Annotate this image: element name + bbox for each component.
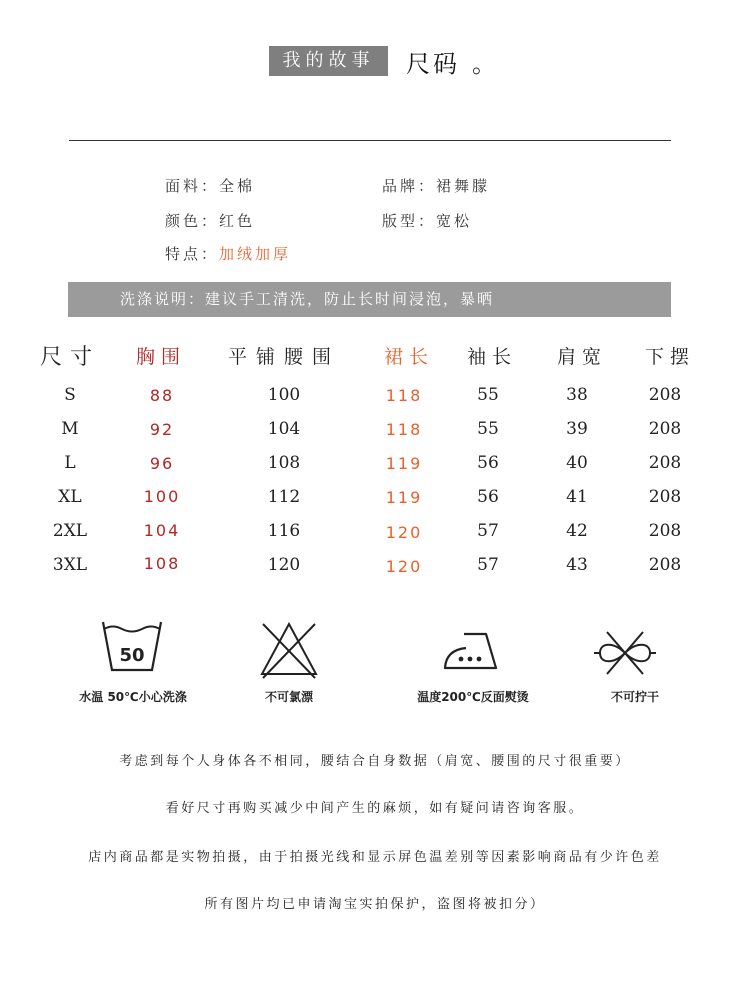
cell-sleeve: 57 <box>477 555 499 575</box>
info-color-label: 颜色： <box>165 212 220 230</box>
cell-length: 118 <box>385 420 423 439</box>
info-color <box>165 210 255 231</box>
cell-size: L <box>64 453 76 473</box>
col-header-size: 尺寸 <box>40 345 101 370</box>
info-fit <box>382 210 472 231</box>
cell-size: S <box>64 385 76 405</box>
cell-length: 120 <box>385 557 423 576</box>
col-header-sleeve: 袖长 <box>467 346 518 368</box>
cell-hem: 208 <box>648 487 682 507</box>
cell-shoulder: 42 <box>566 521 588 541</box>
cell-hem: 208 <box>648 521 682 541</box>
wash-tub-icon <box>100 620 164 676</box>
cell-size: XL <box>58 487 82 507</box>
cell-hem: 208 <box>648 419 682 439</box>
cell-shoulder: 40 <box>566 453 588 473</box>
cell-waist: 116 <box>267 521 301 541</box>
page-title: 尺码 <box>406 50 460 78</box>
cell-shoulder: 38 <box>566 385 588 405</box>
cell-chest: 92 <box>149 420 175 439</box>
iron-icon <box>442 628 504 674</box>
no-bleach-icon <box>258 620 320 680</box>
cell-chest: 108 <box>143 554 181 573</box>
care-label-iron: 温度200℃反面熨烫 <box>417 690 529 704</box>
cell-hem: 208 <box>648 453 682 473</box>
cell-chest: 100 <box>143 487 181 506</box>
col-header-chest: 胸围 <box>136 346 187 368</box>
info-brand-label: 品牌： <box>382 177 437 195</box>
cell-waist: 112 <box>267 487 301 507</box>
info-feature <box>165 243 291 264</box>
cell-waist: 100 <box>267 385 301 405</box>
cell-length: 118 <box>385 386 423 405</box>
col-header-waist: 平铺腰围 <box>228 346 341 368</box>
care-label-no-wring: 不可拧干 <box>610 690 659 704</box>
col-header-hem: 下摆 <box>645 346 696 368</box>
cell-waist: 108 <box>267 453 301 473</box>
cell-length: 119 <box>385 488 423 507</box>
cell-chest: 104 <box>143 521 181 540</box>
cell-shoulder: 43 <box>566 555 588 575</box>
info-fabric <box>165 175 255 196</box>
info-fit-label: 版型： <box>382 212 437 230</box>
cell-chest: 88 <box>149 386 175 405</box>
cell-chest: 96 <box>149 454 175 473</box>
note-line-1: 考虑到每个人身体各不相同，腰结合自身数据（肩宽、腰围的尺寸很重要） <box>119 754 631 769</box>
note-line-2: 看好尺寸再购买减少中间产生的麻烦，如有疑问请咨询客服。 <box>165 801 585 816</box>
wash-instructions-banner: 洗涤说明：建议手工清洗，防止长时间浸泡，暴晒 <box>68 282 671 317</box>
info-color-value: 红色 <box>219 212 256 230</box>
cell-waist: 120 <box>267 555 301 575</box>
info-brand <box>382 175 490 196</box>
cell-length: 119 <box>385 454 423 473</box>
cell-sleeve: 56 <box>477 453 499 473</box>
col-header-shoulder: 肩宽 <box>557 346 608 368</box>
header-divider <box>69 140 671 141</box>
note-line-3: 店内商品都是实物拍摄，由于拍摄光线和显示屏色温差别等因素影响商品有少许色差 <box>88 850 662 865</box>
cell-size: 3XL <box>52 555 88 575</box>
cell-size: M <box>61 419 79 439</box>
info-fabric-label: 面料： <box>165 177 220 195</box>
cell-hem: 208 <box>648 385 682 405</box>
cell-sleeve: 57 <box>477 521 499 541</box>
title-period: 。 <box>472 50 496 78</box>
col-header-length: 裙长 <box>384 346 435 368</box>
cell-size: 2XL <box>52 521 88 541</box>
info-brand-value: 裙舞朦 <box>436 177 491 195</box>
no-wring-icon <box>592 628 658 678</box>
cell-shoulder: 41 <box>566 487 588 507</box>
cell-hem: 208 <box>648 555 682 575</box>
care-label-wash: 水温 50℃小心洗涤 <box>79 690 187 704</box>
cell-length: 120 <box>385 523 423 542</box>
info-feature-value: 加绒加厚 <box>219 245 292 263</box>
info-feature-label: 特点： <box>165 245 220 263</box>
info-fit-value: 宽松 <box>436 212 473 230</box>
wash-temperature-number: 50 <box>119 645 145 666</box>
cell-sleeve: 55 <box>477 419 499 439</box>
header-tag: 我的故事 <box>269 46 388 76</box>
care-label-no-bleach: 不可氯漂 <box>264 690 313 704</box>
info-fabric-value: 全棉 <box>219 177 256 195</box>
cell-sleeve: 55 <box>477 385 499 405</box>
cell-sleeve: 56 <box>477 487 499 507</box>
cell-shoulder: 39 <box>566 419 588 439</box>
note-line-4: 所有图片均已申请淘宝实拍保护，盗图将被扣分） <box>204 897 546 912</box>
cell-waist: 104 <box>267 419 301 439</box>
